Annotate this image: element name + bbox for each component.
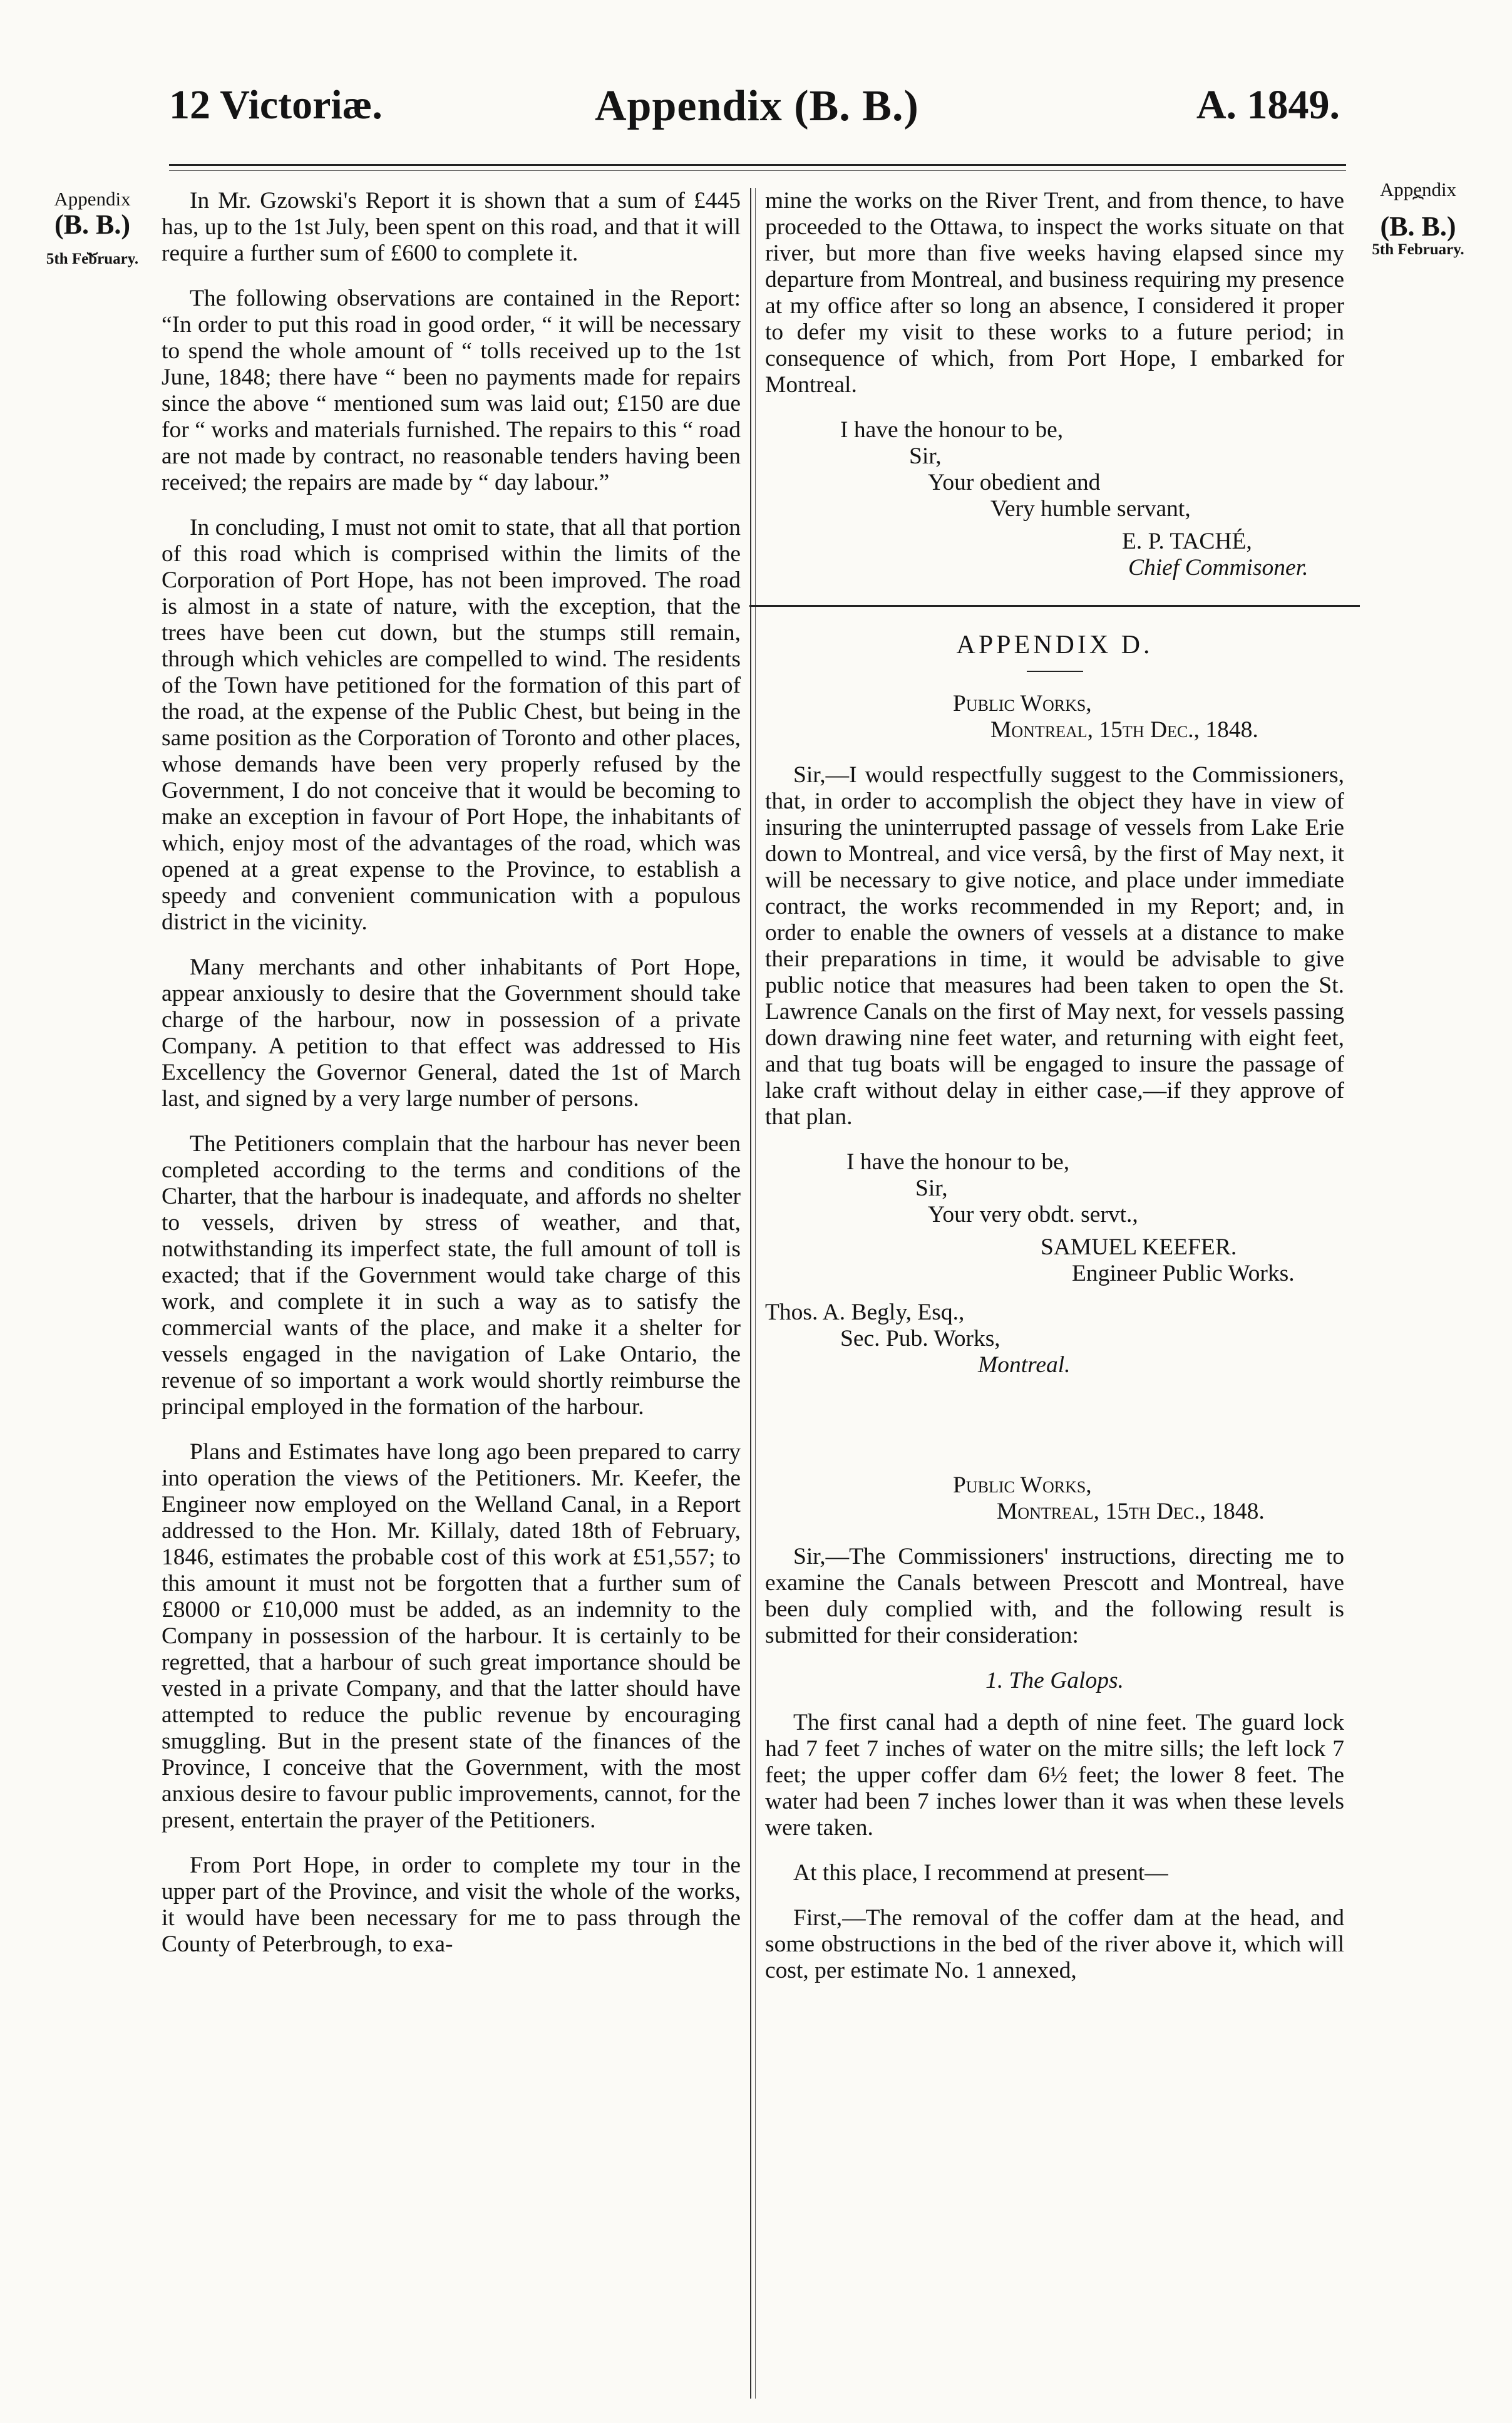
addressee-line: Sec. Pub. Works, bbox=[840, 1326, 1000, 1351]
session-label: 12 Victoriæ. bbox=[169, 82, 383, 128]
closing-line: Sir, bbox=[909, 443, 942, 469]
paragraph: Many merchants and other inhabitants of Port Hope, appear anxiously to desire that the Government should take charge of the harbour, now in possession of a private Company. A petition to that effect was addressed to His Excellency the Governor General, dated the 1st of March last, and signed by a very large number of persons. bbox=[162, 954, 741, 1112]
column-divider bbox=[750, 188, 751, 2399]
paragraph: From Port Hope, in order to complete my tour in the upper part of the Province, and visit the whole of the works, it would have been necessary for me to pass through the County of Peterbrough, to exa- bbox=[162, 1852, 741, 1957]
letter-body: Sir,—I would respectfully suggest to the Commissioners, that, in order to accomplish the object they have in view of insuring the uninterrupted passage of vessels from Lake Erie down to Montreal, and vice versâ, by the first of May next, it will be necessary to give notice, and place under immediate contract, the works recommended in my Report; and, in order to enable the owners of vessels at a distance to make their preparations in time, it would be advisable to give public notice that measures had been taken to open the St. Lawrence Canals on the first of May next, for vessels passing down drawing nine feet water, and returning with eight feet, and that tug boats will be engaged to insure the passage of lake craft without delay in either case,—if they approve of that plan. bbox=[765, 762, 1344, 1130]
running-header bbox=[169, 81, 1340, 150]
letter-place-date: Montreal, 15th Dec., 1848. bbox=[990, 717, 1258, 743]
closing-line: Very humble servant, bbox=[990, 496, 1191, 522]
closing-line: I have the honour to be, bbox=[846, 1149, 1070, 1175]
paragraph: First,—The removal of the coffer dam at the head, and some obstructions in the bed of the river above it, which will cost, per estimate No. 1 annexed, bbox=[765, 1905, 1344, 1983]
signatory-title: Chief Commisoner. bbox=[1128, 555, 1309, 581]
right-margin-note bbox=[1346, 178, 1490, 259]
appendix-label: Appendix (B. B.) bbox=[595, 82, 919, 130]
header-rule bbox=[169, 164, 1346, 166]
right-column bbox=[765, 188, 1344, 2003]
section-rule bbox=[749, 605, 1360, 607]
letter-department: Public Works, bbox=[953, 691, 1092, 716]
paragraph: The Petitioners complain that the harbour has never been completed according to the terms and conditions of the Charter, that the harbour is inadequate, and affords no shelter to vessels, driven by stress of weather, and that, notwithstanding its imperfect state, the full amount of toll is exacted; that if the Government would take charge of this work, and complete it in such a way as to satisfy the commercial wants of the place, and make it a shelter for vessels engaged in the navigation of Lake Ontario, the revenue of so important a work would shortly reimburse the principal employed in the formation of the harbour. bbox=[162, 1131, 741, 1420]
addressee-line: Thos. A. Begly, Esq., bbox=[765, 1299, 965, 1325]
margin-appendix-code: (B. B.) bbox=[1380, 211, 1456, 242]
signatory-name: SAMUEL KEEFER. bbox=[1041, 1234, 1237, 1260]
year-label: A. 1849. bbox=[1196, 82, 1340, 128]
paragraph: At this place, I recommend at present— bbox=[793, 1860, 1168, 1886]
margin-date: 5th February. bbox=[46, 251, 139, 268]
paragraph: In Mr. Gzowski's Report it is shown that a sum of £445 has, up to the 1st July, been spent on this road, and that it will require a further sum of £600 to complete it. bbox=[162, 188, 741, 266]
paragraph: Plans and Estimates have long ago been prepared to carry into operation the views of the Petitioners. Mr. Keefer, the Engineer now employed on the Welland Canal, in a Report addressed to the Hon. Mr. Killaly, dated 18th of February, 1846, estimates the probable cost of this work at £51,557; to this amount it must not be forgotten that a further sum of £8000 or £10,000 must be added, as an indemnity to the Company in possession of the harbour. It is certainly to be regretted, that a harbour of such great importance should be vested in a private Company, and that the latter should have attempted to reduce the public revenue by encouraging smuggling. But in the present state of the finances of the Province, I conceive that the Government, with the most anxious desire to favour public improvements, cannot, for the present, entertain the prayer of the Petitioners. bbox=[162, 1439, 741, 1833]
signature-block-keefer bbox=[765, 1149, 1344, 1378]
column-divider-thin bbox=[755, 188, 756, 2399]
paragraph: The first canal had a depth of nine feet. The guard lock had 7 feet 7 inches of water on the mitre sills; the left lock 7 feet; the upper coffer dam 6½ feet; the lower 8 feet. The water had been 7 inches lower than it was when these levels were taken. bbox=[765, 1710, 1344, 1841]
letter-department: Public Works, bbox=[953, 1472, 1092, 1498]
closing-line: Sir, bbox=[915, 1175, 948, 1201]
left-column bbox=[162, 188, 741, 1976]
margin-appendix-title: Appendix bbox=[54, 188, 131, 210]
paragraph: mine the works on the River Trent, and from thence, to have proceeded to the Ottawa, to inspect the works situate on that river, but more than five weeks having elapsed since my departure from Montreal, and business requiring my presence at my office after so long an absence, I considered it proper to defer my visit to these works to a future period; in consequence of which, from Port Hope, I embarked for Montreal. bbox=[765, 188, 1344, 398]
addressee-line: Montreal. bbox=[978, 1352, 1071, 1378]
short-rule bbox=[1027, 671, 1083, 672]
header-rule-thin bbox=[169, 170, 1346, 171]
spacer bbox=[765, 1378, 1344, 1472]
signatory-title: Engineer Public Works. bbox=[1072, 1261, 1295, 1286]
signatory-name: E. P. TACHÉ, bbox=[1122, 529, 1252, 554]
closing-line: Your obedient and bbox=[928, 470, 1101, 495]
closing-line: Your very obdt. servt., bbox=[928, 1202, 1138, 1227]
appendix-title: APPENDIX D. bbox=[956, 631, 1153, 659]
paragraph: The following observations are contained in the Report: “In order to put this road in good order, “ it will be necessary to spend the whole amount of “ tolls received up to the 1st June, 1848; there have “ been no payments made for repairs since the above “ mentioned sum was laid out; £150 are due for “ works and materials furnished. The repairs to this “ road are not made by contract, no reasonable tenders having been received; the repairs are made by “ day labour.” bbox=[162, 286, 741, 495]
signature-block-tache bbox=[765, 417, 1344, 581]
margin-brace: ⏟ bbox=[86, 234, 98, 256]
letter-body: Sir,—The Commissioners' instructions, directing me to examine the Canals between Prescott and Montreal, have been duly complied with, and the following result is submitted for their consideration: bbox=[765, 1544, 1344, 1648]
letter-place-date: Montreal, 15th Dec., 1848. bbox=[997, 1499, 1265, 1524]
closing-line: I have the honour to be, bbox=[840, 417, 1064, 443]
section-heading: 1. The Galops. bbox=[985, 1668, 1124, 1693]
margin-date: 5th February. bbox=[1372, 241, 1464, 259]
margin-appendix-title: Appendix bbox=[1379, 178, 1457, 200]
left-margin-note bbox=[25, 188, 160, 268]
paragraph: In concluding, I must not omit to state, that all that portion of this road which is comprised within the limits of the Corporation of Port Hope, has not been improved. The road is almost in a state of nature, with the exception, that the trees have been cut down, but the stumps still remain, through which vehicles are compelled to wind. The residents of the Town have petitioned for the formation of this part of the road, at the expense of the Public Chest, but being in the same position as the Corporation of Toronto and other places, whose demands have been very properly refused by the Government, I do not conceive that it would be becoming to make an exception in favour of Port Hope, the inhabitants of which, enjoy most of the advantages of the road, which was opened at a great expense to the Province, to establish a speedy and convenient communication with a populous district in the vicinity. bbox=[162, 515, 741, 935]
margin-appendix-code: (B. B.) bbox=[54, 209, 130, 240]
margin-brace: ⏞ bbox=[1412, 196, 1424, 217]
